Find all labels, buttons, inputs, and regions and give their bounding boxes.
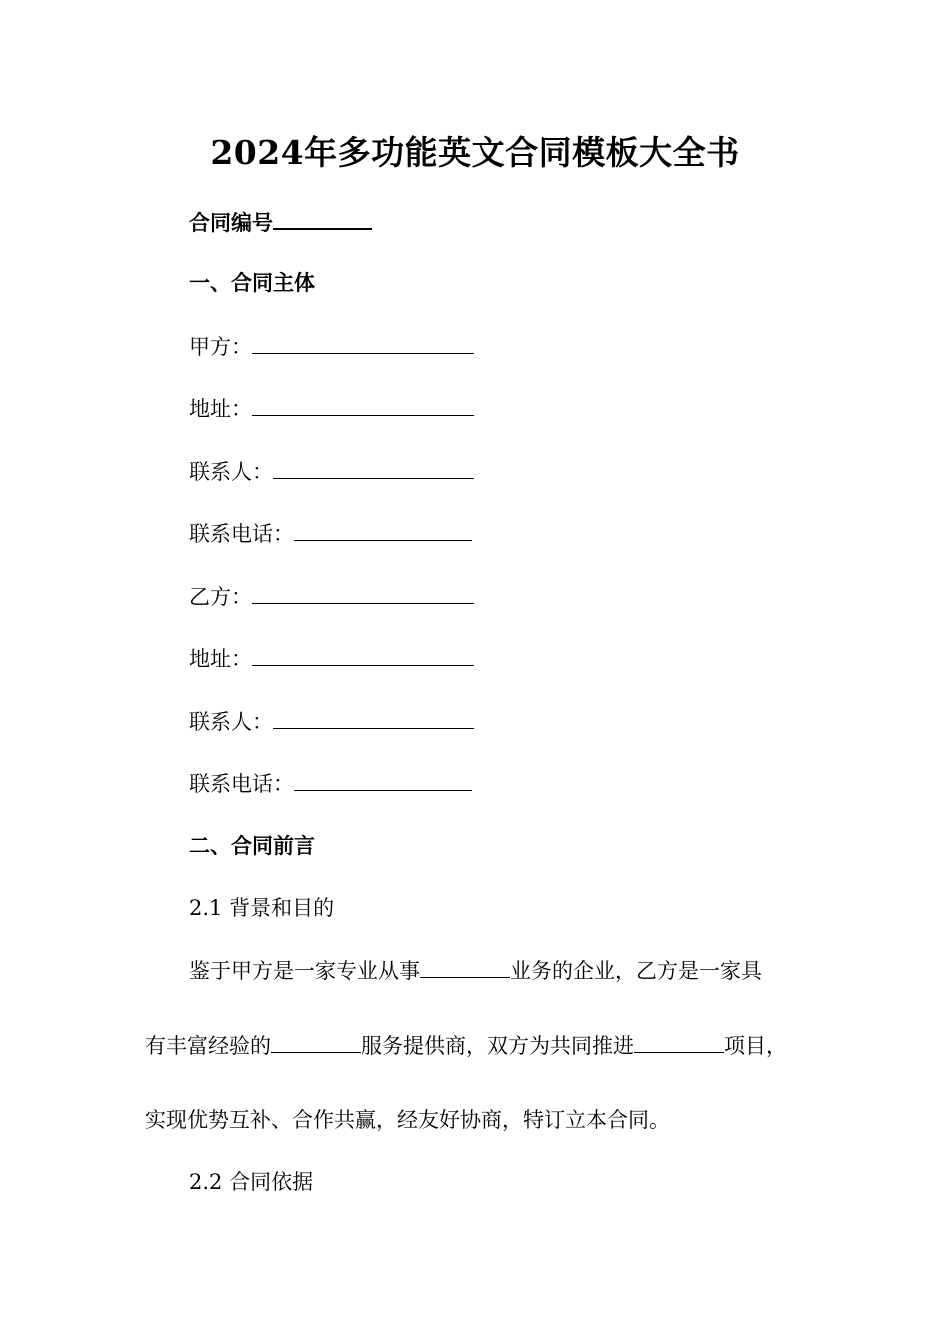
- service-field[interactable]: [271, 1030, 361, 1053]
- party-a-address-label: 地址：: [189, 397, 252, 421]
- paragraph-line-3: 实现优势互补、合作共赢，经友好协商，特订立本合同。: [145, 1108, 670, 1132]
- paragraph-line-1: [189, 955, 762, 986]
- party-b-address-label: 地址：: [189, 647, 252, 671]
- party-a-contact-field[interactable]: [273, 456, 474, 479]
- party-b-address-field[interactable]: [252, 643, 474, 666]
- party-b-contact-field[interactable]: [273, 706, 474, 729]
- subsection-2-1-heading: 2.1 背景和目的: [189, 896, 335, 920]
- party-b-phone-label: 联系电话：: [189, 772, 294, 796]
- section1-heading: 一、合同主体: [189, 270, 315, 295]
- party-a-address-field[interactable]: [252, 393, 474, 416]
- subsection-2-2-heading: 2.2 合同依据: [189, 1170, 314, 1194]
- para2-text-c: 项目，: [724, 1034, 787, 1058]
- para1-text-b: 业务的企业，乙方是一家具: [510, 959, 762, 983]
- party-b-phone-field[interactable]: [294, 768, 472, 791]
- section2-heading: 二、合同前言: [189, 833, 315, 858]
- contract-number-field[interactable]: [273, 206, 372, 230]
- para2-text-a: 有丰富经验的: [145, 1034, 271, 1058]
- party-a-line: [189, 331, 474, 362]
- para1-text-a: 鉴于甲方是一家专业从事: [189, 959, 420, 983]
- party-a-contact-line: [189, 456, 474, 487]
- project-field[interactable]: [634, 1030, 724, 1053]
- party-a-phone-label: 联系电话：: [189, 522, 294, 546]
- para2-text-b: 服务提供商，双方为共同推进: [361, 1034, 634, 1058]
- party-b-phone-line: [189, 768, 472, 799]
- party-b-contact-label: 联系人：: [189, 710, 273, 734]
- party-a-contact-label: 联系人：: [189, 460, 273, 484]
- party-a-phone-line: [189, 518, 472, 549]
- contract-number-line: [189, 206, 372, 238]
- party-a-address-line: [189, 393, 474, 424]
- contract-number-label: 合同编号: [189, 210, 273, 235]
- business-field[interactable]: [420, 955, 510, 978]
- paragraph-line-2: [145, 1030, 787, 1061]
- party-a-phone-field[interactable]: [294, 518, 472, 541]
- party-a-label: 甲方：: [189, 335, 252, 359]
- party-b-label: 乙方：: [189, 585, 252, 609]
- document-title: 2024年多功能英文合同模板大全书: [210, 133, 740, 172]
- party-b-field[interactable]: [252, 581, 474, 604]
- party-b-address-line: [189, 643, 474, 674]
- party-a-field[interactable]: [252, 331, 474, 354]
- party-b-contact-line: [189, 706, 474, 737]
- party-b-line: [189, 581, 474, 612]
